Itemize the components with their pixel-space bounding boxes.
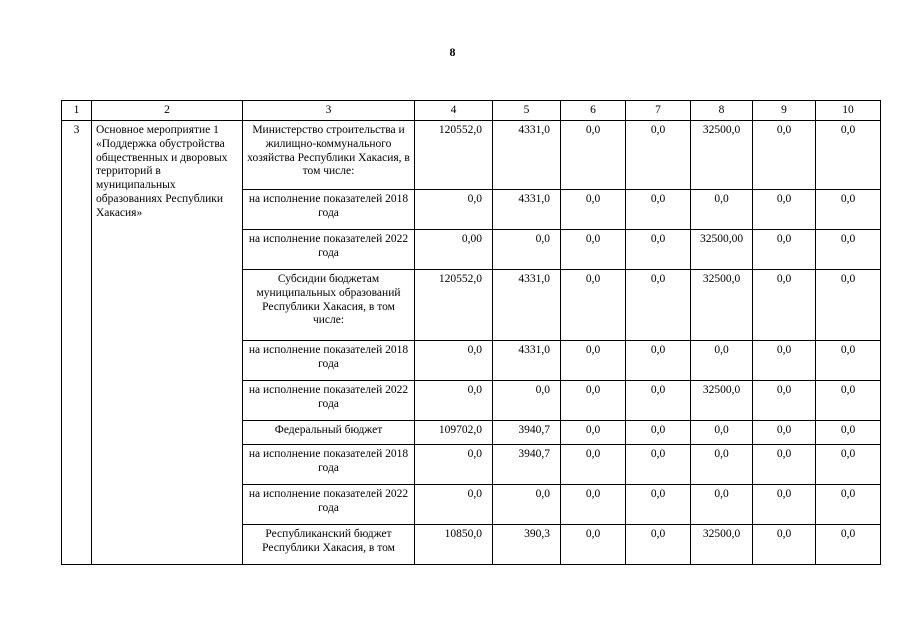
amount-cell: 0,0: [626, 381, 691, 421]
table-row: [62, 121, 881, 190]
measure-name: Основное мероприятие 1 «Поддержка обустройства общественных и дворовых территорий в муниципальных образованиях Республики Хакасия»: [92, 121, 243, 565]
amount-cell: 32500,00: [691, 230, 753, 270]
amount-cell: 0,0: [753, 230, 816, 270]
amount-cell: 0,0: [561, 341, 626, 381]
header-row: [62, 101, 881, 121]
amount-cell: 0,0: [691, 421, 753, 445]
funding-source: Федеральный бюджет: [243, 421, 415, 445]
amount-cell: 0,0: [816, 485, 881, 525]
column-header: 3: [243, 101, 415, 121]
amount-cell: 0,00: [415, 230, 493, 270]
funding-source: на исполнение показателей 2022 года: [243, 381, 415, 421]
amount-cell: 0,0: [561, 121, 626, 190]
amount-cell: 10850,0: [415, 525, 493, 565]
amount-cell: 0,0: [691, 485, 753, 525]
amount-cell: 0,0: [626, 230, 691, 270]
amount-cell: 0,0: [753, 445, 816, 485]
amount-cell: 0,0: [561, 525, 626, 565]
funding-source: на исполнение показателей 2022 года: [243, 230, 415, 270]
amount-cell: 0,0: [561, 421, 626, 445]
row-number: 3: [62, 121, 92, 565]
amount-cell: 0,0: [493, 230, 561, 270]
amount-cell: 0,0: [753, 270, 816, 341]
amount-cell: 3940,7: [493, 421, 561, 445]
amount-cell: 0,0: [493, 381, 561, 421]
amount-cell: 0,0: [626, 421, 691, 445]
funding-source: на исполнение показателей 2018 года: [243, 190, 415, 230]
amount-cell: 0,0: [561, 270, 626, 341]
amount-cell: 109702,0: [415, 421, 493, 445]
amount-cell: 0,0: [691, 190, 753, 230]
amount-cell: 0,0: [415, 445, 493, 485]
amount-cell: 0,0: [753, 381, 816, 421]
amount-cell: 0,0: [816, 121, 881, 190]
column-header: 2: [92, 101, 243, 121]
amount-cell: 0,0: [753, 485, 816, 525]
amount-cell: 0,0: [753, 190, 816, 230]
amount-cell: 120552,0: [415, 270, 493, 341]
amount-cell: 32500,0: [691, 381, 753, 421]
amount-cell: 0,0: [816, 230, 881, 270]
amount-cell: 0,0: [561, 230, 626, 270]
budget-table: [61, 100, 881, 565]
amount-cell: 4331,0: [493, 270, 561, 341]
amount-cell: 390,3: [493, 525, 561, 565]
column-header: 8: [691, 101, 753, 121]
column-header: 4: [415, 101, 493, 121]
amount-cell: 0,0: [561, 381, 626, 421]
page-number: 8: [449, 45, 456, 59]
amount-cell: 0,0: [816, 445, 881, 485]
amount-cell: 0,0: [626, 190, 691, 230]
column-header: 1: [62, 101, 92, 121]
amount-cell: 0,0: [415, 190, 493, 230]
column-header: 10: [816, 101, 881, 121]
amount-cell: 32500,0: [691, 525, 753, 565]
amount-cell: 0,0: [561, 190, 626, 230]
amount-cell: 0,0: [626, 121, 691, 190]
amount-cell: 0,0: [816, 341, 881, 381]
amount-cell: 0,0: [753, 121, 816, 190]
amount-cell: 0,0: [816, 190, 881, 230]
amount-cell: 4331,0: [493, 190, 561, 230]
amount-cell: 120552,0: [415, 121, 493, 190]
column-header: 5: [493, 101, 561, 121]
amount-cell: 0,0: [691, 341, 753, 381]
amount-cell: 0,0: [753, 341, 816, 381]
amount-cell: 0,0: [816, 525, 881, 565]
amount-cell: 0,0: [816, 270, 881, 341]
funding-source: Республиканский бюджет Республики Хакасия, в том: [243, 525, 415, 565]
amount-cell: 3940,7: [493, 445, 561, 485]
amount-cell: 0,0: [626, 485, 691, 525]
amount-cell: 0,0: [415, 381, 493, 421]
amount-cell: 0,0: [691, 445, 753, 485]
funding-source: на исполнение показателей 2018 года: [243, 341, 415, 381]
amount-cell: 0,0: [493, 485, 561, 525]
amount-cell: 0,0: [561, 485, 626, 525]
amount-cell: 4331,0: [493, 341, 561, 381]
amount-cell: 0,0: [626, 525, 691, 565]
amount-cell: 0,0: [816, 381, 881, 421]
amount-cell: 0,0: [626, 270, 691, 341]
amount-cell: 0,0: [415, 485, 493, 525]
funding-source: на исполнение показателей 2022 года: [243, 485, 415, 525]
amount-cell: 32500,0: [691, 270, 753, 341]
column-header: 6: [561, 101, 626, 121]
funding-source: на исполнение показателей 2018 года: [243, 445, 415, 485]
amount-cell: 0,0: [561, 445, 626, 485]
amount-cell: 0,0: [816, 421, 881, 445]
amount-cell: 4331,0: [493, 121, 561, 190]
column-header: 9: [753, 101, 816, 121]
column-header: 7: [626, 101, 691, 121]
funding-source: Министерство строительства и жилищно-коммунального хозяйства Республики Хакасия, в том числе:: [243, 121, 415, 190]
funding-source: Субсидии бюджетам муниципальных образований Республики Хакасия, в том числе:: [243, 270, 415, 341]
amount-cell: 0,0: [626, 341, 691, 381]
amount-cell: 0,0: [626, 445, 691, 485]
amount-cell: 32500,0: [691, 121, 753, 190]
amount-cell: 0,0: [753, 421, 816, 445]
amount-cell: 0,0: [753, 525, 816, 565]
amount-cell: 0,0: [415, 341, 493, 381]
